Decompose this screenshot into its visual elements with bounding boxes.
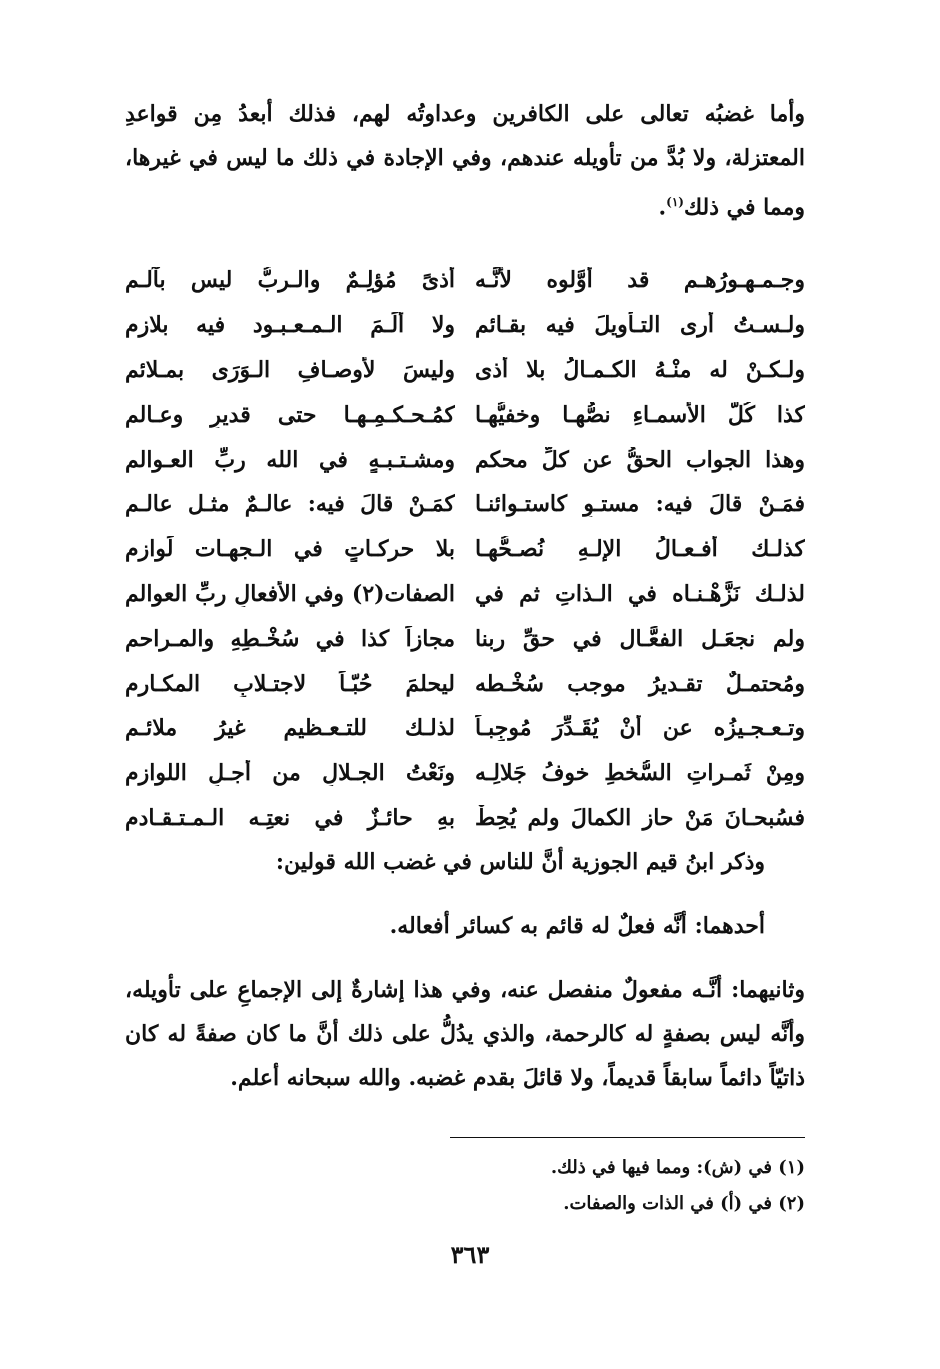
poem-verse (125, 437, 805, 482)
hemistich-second: وليسَ لأوصـافِ الـوَرَى بمـلائمِ (125, 356, 455, 383)
page-number: ٣٦٣ (450, 1240, 490, 1269)
hemistich-first: لذلـك نَزَّهْـنـاه في الـذاتِ ثم في (475, 580, 805, 607)
first-opinion-text: أنَّه فعلٌ له قائم به كسائر أفعاله. (389, 913, 687, 939)
poem-verse (125, 751, 805, 796)
hemistich-first: وجـمـهـورُهـم قد أوَّلوه لأنَّـه (475, 267, 805, 294)
intro-paragraph (125, 92, 805, 229)
poem-verse (125, 616, 805, 661)
intro-text: وأما غضبُه تعالى على الكافرين وعداوتُه لهم، فذلك أبعدُ مِن قواعدِ المعتزلة، ولا بُدَّ من تأويله عندهم، وفي الإجادة في ذلك ما ليس في غيرها، ومما في ذلك (125, 101, 805, 221)
poem-verse (125, 303, 805, 348)
hemistich-second: ليحلمَ حُبّـاً لاجتـلابِ المكـارمِ (125, 670, 455, 697)
footnote-ref: (١) (666, 195, 684, 209)
hemistich-second: كمُـحـكـمِـهـا حتى قديرٍ وعـالمِ (125, 401, 455, 428)
poem-verse (125, 392, 805, 437)
hemistich-second: لذلـك للتـعـظيمِ غيرُ ملائـمِ (125, 715, 455, 742)
hemistich-second: بلا حركـاتٍ في الـجهـات لَوازمِ (125, 536, 455, 563)
footnotes (125, 1150, 805, 1222)
footnote-1: (١) في (ش): ومما فيها في ذلك. (550, 1157, 805, 1178)
hemistich-first: ولـكـنْ له منْـهُ الكـمـالُ بلا أذى (475, 356, 805, 383)
hemistich-first: فمَـنْ قالَ فيه: مستـوٍ كاستـوائنـا (475, 491, 805, 518)
poem-verse (125, 572, 805, 617)
hemistich-first: ومُحتمـلٌ تقـديرُ موجب سُخْـطه (475, 670, 805, 697)
hemistich-second: كمَـنْ قالَ فيه: عالـمٌ مثـل عالـمِ (125, 491, 455, 518)
hemistich-first: فسُبحـانَ مَنْ حاز الكمالَ ولم يُحِطْ (475, 804, 805, 831)
footnote-divider (450, 1137, 805, 1138)
second-opinion-text: أنَّـه مفعولٌ منفصل عنه، وفي هذا إشارةٌ إلى الإجماعِ على تأويله، وأنَّه ليس بصفةٍ له كالرحمة، والذي يدُلُّ على ذلك أنَّ ما كان صفةً له كان ذاتيّاً دائماً سابقاً قديماً، ولا قائلَ بقدم غضبه. والله سبحانه أعلم. (125, 977, 805, 1091)
poem-verse (125, 482, 805, 527)
footnote-2: (٢) في (أ) في الذات والصفات. (563, 1193, 805, 1214)
hemistich-second: مجازاً كذا في سُخْـطِهِ والمـراحمِ (125, 625, 455, 652)
poem-verse (125, 258, 805, 303)
hemistich-second: الصفات(٢) وفي الأفعالِ ربِّ العوالمِ (125, 580, 455, 607)
hemistich-first: ولـسـتُ أرى التـأويلَ فيه بقـائمٍ (475, 312, 805, 339)
hemistich-first: ومِنْ ثَمـراتِ السُّخطِ خوفُ جَلالِـه (475, 760, 805, 787)
first-opinion-label: أحدهما: (694, 913, 765, 939)
hemistich-first: كذلـك أفـعـالُ الإلـهِ نُصـحُّهـا (475, 536, 805, 563)
poem-verse (125, 796, 805, 841)
poem-verse (125, 661, 805, 706)
mention-line: وذكر ابنُ قيم الجوزية أنَّ للناس في غضب الله قولين: (275, 849, 765, 875)
hemistich-first: وتـعـجـيزُه عن أنْ يُقَـدِّرَ مُوجِبـاً (475, 715, 805, 742)
hemistich-first: ولم نجعَـل الفعَّـال في حقِّ ربنا (475, 625, 805, 652)
first-opinion (125, 904, 805, 948)
poem-verse (125, 527, 805, 572)
hemistich-first: كذا كُلُّ الأسمـاءِ نصُّهـا وخفيُّهـا (475, 401, 805, 428)
second-opinion-label: وثانيهما: (731, 977, 805, 1003)
intro-end: . (658, 194, 667, 221)
hemistich-second: ونَعْتُ الجـلالِ من أجـلِ اللوازمِ (125, 760, 455, 787)
poem-verse (125, 348, 805, 393)
hemistich-first: وهذا الجواب الحقُّ عن كلِّ محكمٍ (475, 446, 805, 473)
second-opinion (125, 968, 805, 1100)
poem (125, 258, 805, 840)
hemistich-second: أذىً مُؤلِـمٌ والـربُّ ليس بآلـمِ (125, 267, 455, 294)
hemistich-second: ولا ألَـمَ الـمـعـبـود فيه بلازمِ (125, 312, 455, 339)
hemistich-second: ومشـتـبـهٍ في الله ربِّ العـوالمِ (125, 446, 455, 473)
hemistich-second: بهِ حائـزٌ في نعتِـه الـمـتـقـادمِ (125, 804, 455, 831)
poem-verse (125, 706, 805, 751)
